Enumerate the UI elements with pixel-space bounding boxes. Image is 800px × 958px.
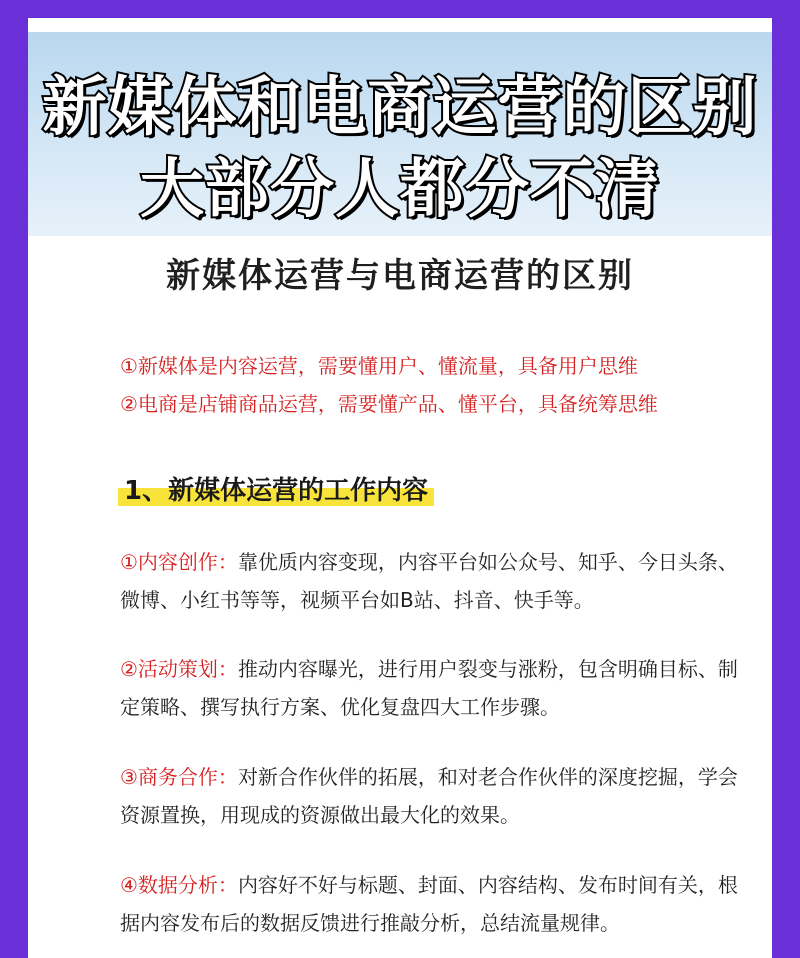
banner-title-line-1: 新媒体和电商运营的区别 [42,71,758,145]
work-item-data-analysis [120,866,740,942]
work-item-event-planning [120,650,740,726]
work-item-business-cooperation [120,758,740,834]
summary-point-2: ②电商是店铺商品运营，需要懂产品、懂平台，具备统筹思维 [120,392,658,416]
work-item-text: 对新合作伙伴的拓展，和对老合作伙伴的深度挖掘，学会资源置换，用现成的资源做出最大化的效果。 [120,765,738,827]
section-heading [118,470,434,510]
banner-title-line-2: 大部分人都分不清 [140,153,660,227]
work-item-text: 靠优质内容变现，内容平台如公众号、知乎、今日头条、微博、小红书等等，视频平台如B站、抖音、快手等。 [120,550,738,612]
work-item-label: ①内容创作： [120,550,238,574]
document-page [28,18,772,958]
work-item-label: ③商务合作： [120,765,238,789]
section-heading-text: 1、新媒体运营的工作内容 [124,476,429,506]
work-item-content-creation [120,543,740,619]
document-title: 新媒体运营与电商运营的区别 [166,256,634,296]
work-item-text: 推动内容曝光，进行用户裂变与涨粉，包含明确目标、制定策略、撰写执行方案、优化复盘四大工作步骤。 [120,657,738,719]
title-banner [28,32,772,236]
work-item-label: ②活动策划： [120,657,238,681]
summary-point-1: ①新媒体是内容运营，需要懂用户、懂流量，具备用户思维 [120,354,638,378]
work-item-text: 内容好不好与标题、封面、内容结构、发布时间有关，根据内容发布后的数据反馈进行推敲分析，总结流量规律。 [120,873,738,935]
work-item-label: ④数据分析： [120,873,238,897]
